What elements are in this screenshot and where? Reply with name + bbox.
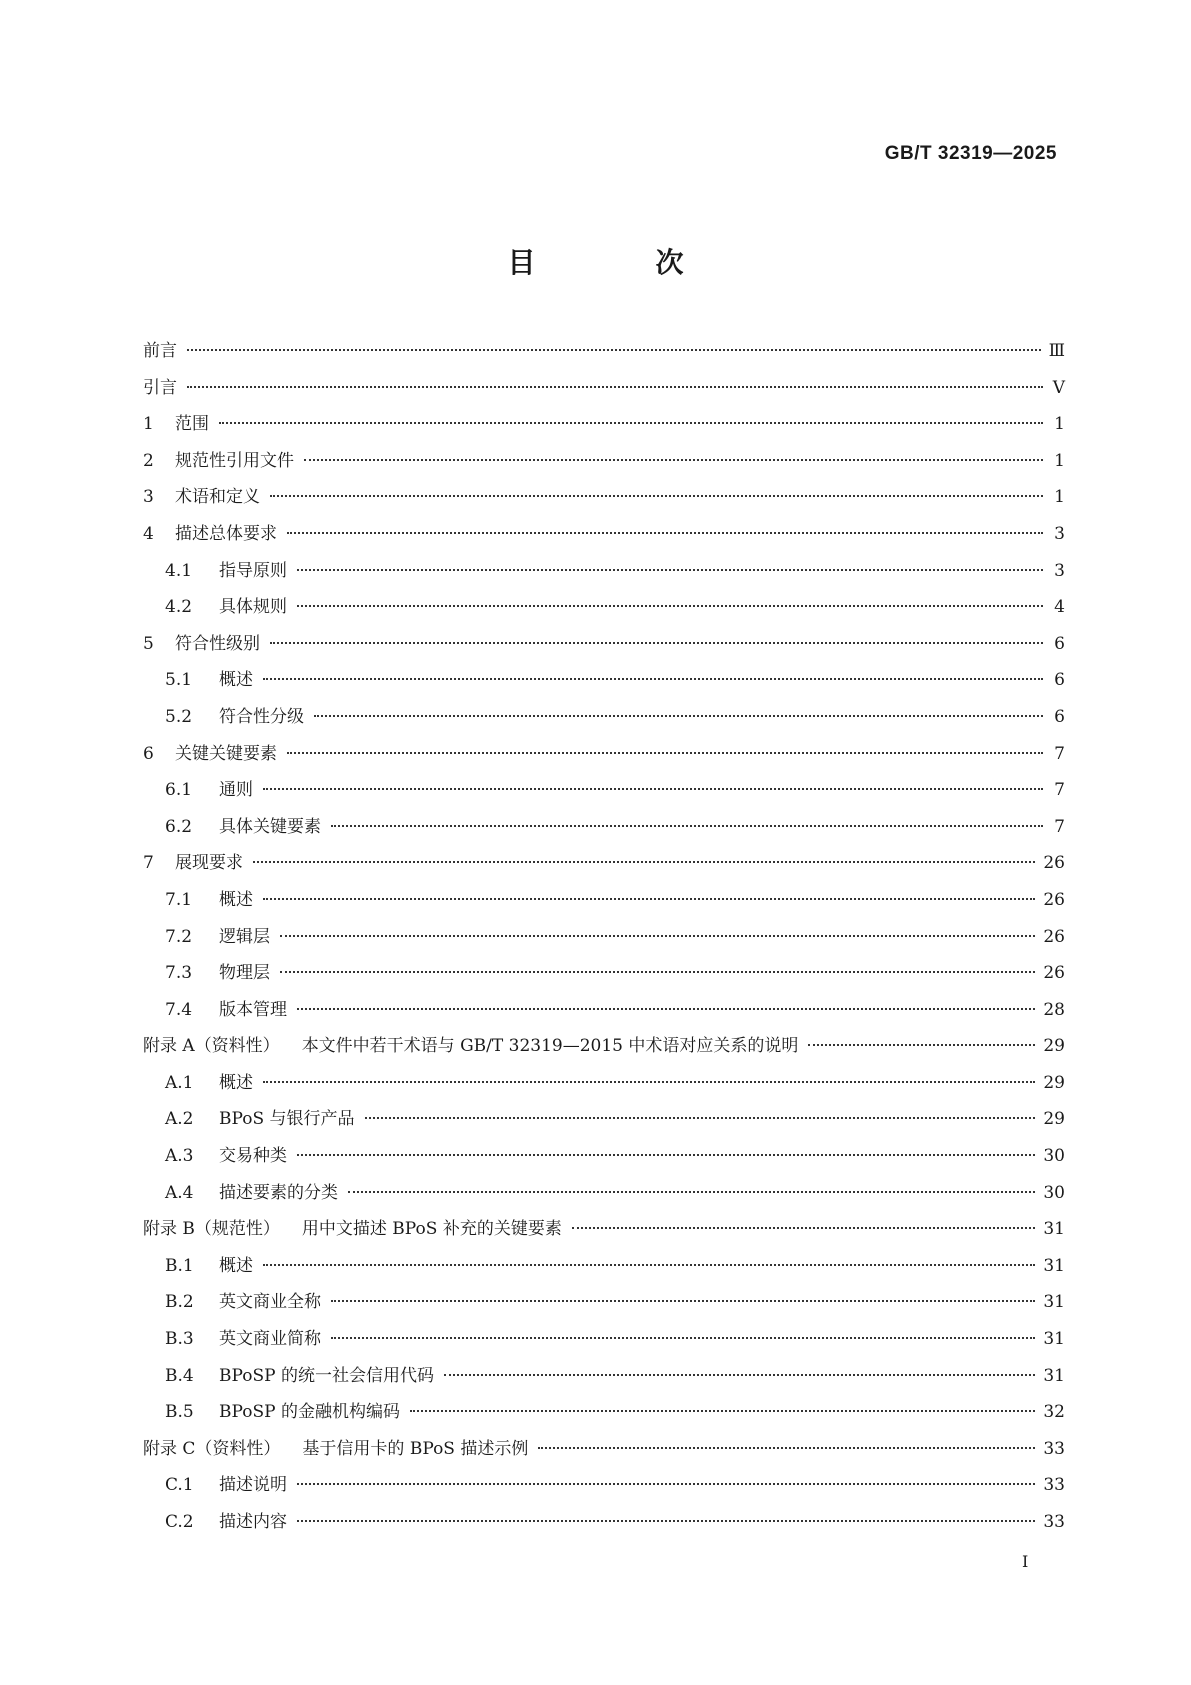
toc-entry-page: 6 bbox=[1054, 706, 1065, 727]
toc-entry-page: 29 bbox=[1043, 1036, 1065, 1057]
toc-entry-label: 规范性引用文件 bbox=[175, 450, 294, 471]
dot-leader bbox=[297, 569, 1043, 571]
dot-leader bbox=[187, 386, 1043, 388]
dot-leader bbox=[280, 935, 1035, 937]
toc-entry-number: B.2 bbox=[165, 1292, 194, 1313]
toc-entry-label: 逻辑层 bbox=[219, 926, 270, 947]
dot-leader bbox=[219, 422, 1043, 424]
toc-entry-c-1[interactable] bbox=[143, 1473, 1065, 1510]
toc-entry-appendix-b[interactable] bbox=[143, 1217, 1065, 1254]
toc-entry-page: 31 bbox=[1043, 1329, 1065, 1350]
toc-entry-4-2[interactable] bbox=[143, 595, 1065, 632]
toc-entry-page: 3 bbox=[1054, 523, 1065, 544]
toc-entry-category: （资料性） bbox=[194, 1036, 280, 1057]
standard-code: GB/T 32319—2025 bbox=[884, 143, 1057, 164]
dot-leader bbox=[297, 1520, 1035, 1522]
toc-entry-page: 32 bbox=[1043, 1402, 1065, 1423]
dot-leader bbox=[331, 1300, 1035, 1302]
toc-entry-5-1[interactable] bbox=[143, 668, 1065, 705]
dot-leader bbox=[287, 752, 1043, 754]
toc-entry-5[interactable] bbox=[143, 632, 1065, 669]
toc-entry-appendix-c[interactable] bbox=[143, 1437, 1065, 1474]
dot-leader bbox=[304, 459, 1043, 461]
toc-entry-page: 30 bbox=[1043, 1182, 1065, 1203]
toc-entry-appendix-a[interactable] bbox=[143, 1034, 1065, 1071]
toc-entry-page: 26 bbox=[1043, 853, 1065, 874]
toc-entry-number: 5 bbox=[143, 633, 154, 654]
toc-entry-label: 范围 bbox=[175, 414, 209, 435]
toc-entry-7-1[interactable] bbox=[143, 888, 1065, 925]
toc-entry-label: 符合性分级 bbox=[219, 706, 304, 727]
toc-entry-page: 26 bbox=[1043, 889, 1065, 910]
toc-entry-page: 7 bbox=[1054, 780, 1065, 801]
toc-entry-label: BPoSP 的统一社会信用代码 bbox=[219, 1365, 434, 1386]
toc-entry-page: 30 bbox=[1043, 1146, 1065, 1167]
toc-entry-number: B.4 bbox=[165, 1365, 194, 1386]
toc-entry-label: 英文商业全称 bbox=[219, 1292, 321, 1313]
toc-entry-number: B.1 bbox=[165, 1255, 194, 1276]
toc-entry-category: （资料性） bbox=[195, 1438, 281, 1459]
toc-entry-6[interactable] bbox=[143, 742, 1065, 779]
toc-entry-label: 物理层 bbox=[219, 963, 270, 984]
dot-leader bbox=[331, 1337, 1035, 1339]
dot-leader bbox=[263, 1081, 1035, 1083]
toc-entry-number: 5.2 bbox=[165, 706, 193, 727]
toc-entry-page: 6 bbox=[1054, 670, 1065, 691]
toc-entry-b-2[interactable] bbox=[143, 1290, 1065, 1327]
dot-leader bbox=[297, 605, 1043, 607]
toc-entry-b-4[interactable] bbox=[143, 1364, 1065, 1401]
toc-entry-number: 附录 A bbox=[143, 1036, 195, 1057]
dot-leader bbox=[444, 1374, 1035, 1376]
toc-entry-label: 概述 bbox=[219, 670, 253, 691]
toc-entry-number: 4.1 bbox=[165, 560, 193, 581]
dot-leader bbox=[263, 788, 1043, 790]
toc-entry-number: A.1 bbox=[165, 1072, 194, 1093]
toc-entry-page: 31 bbox=[1043, 1219, 1065, 1240]
toc-entry-number: 3 bbox=[143, 487, 154, 508]
toc-entry-introduction[interactable] bbox=[143, 376, 1065, 413]
toc-entry-number: 1 bbox=[143, 414, 154, 435]
toc-entry-number: A.4 bbox=[165, 1182, 194, 1203]
toc-entry-4[interactable] bbox=[143, 522, 1065, 559]
toc-entry-page: 33 bbox=[1043, 1512, 1065, 1532]
toc-entry-a-1[interactable] bbox=[143, 1071, 1065, 1108]
toc-entry-label: 概述 bbox=[219, 1072, 253, 1093]
toc-entry-b-3[interactable] bbox=[143, 1327, 1065, 1364]
toc-entry-number: 附录 C bbox=[143, 1438, 196, 1459]
toc-entry-number: 2 bbox=[143, 450, 154, 471]
dot-leader bbox=[270, 642, 1043, 644]
toc-entry-number: C.1 bbox=[165, 1475, 194, 1496]
toc-entry-page: 1 bbox=[1054, 450, 1065, 471]
toc-entry-page: 7 bbox=[1054, 743, 1065, 764]
toc-entry-number: A.2 bbox=[165, 1109, 194, 1130]
dot-leader bbox=[270, 495, 1043, 497]
toc-entry-c-2[interactable] bbox=[143, 1510, 1065, 1547]
dot-leader bbox=[410, 1410, 1035, 1412]
toc-entry-3[interactable] bbox=[143, 485, 1065, 522]
toc-entry-1[interactable] bbox=[143, 412, 1065, 449]
toc-entry-number: B.3 bbox=[165, 1329, 194, 1350]
dot-leader bbox=[297, 1154, 1035, 1156]
dot-leader bbox=[253, 861, 1035, 863]
toc-entry-page: 33 bbox=[1043, 1475, 1065, 1496]
table-of-contents bbox=[143, 339, 1065, 1547]
dot-leader bbox=[297, 1008, 1035, 1010]
toc-entry-number: 6 bbox=[143, 743, 154, 764]
toc-entry-label: 本文件中若干术语与 GB/T 32319—2015 中术语对应关系的说明 bbox=[301, 1036, 799, 1057]
toc-entry-7-2[interactable] bbox=[143, 925, 1065, 962]
toc-entry-number: C.2 bbox=[165, 1512, 194, 1532]
toc-entry-page: 1 bbox=[1054, 487, 1065, 508]
toc-entry-number: 7 bbox=[143, 853, 154, 874]
toc-entry-label: 交易种类 bbox=[219, 1146, 287, 1167]
toc-entry-label: 版本管理 bbox=[219, 999, 287, 1020]
toc-entry-label: 概述 bbox=[219, 1255, 253, 1276]
toc-entry-number: 5.1 bbox=[165, 670, 193, 691]
toc-entry-page: 1 bbox=[1054, 414, 1065, 435]
toc-entry-6-1[interactable] bbox=[143, 778, 1065, 815]
dot-leader bbox=[280, 971, 1035, 973]
toc-entry-label: 概述 bbox=[219, 889, 253, 910]
toc-entry-label: 引言 bbox=[143, 377, 177, 398]
toc-entry-page: Ⅴ bbox=[1052, 377, 1065, 398]
page-number: I bbox=[1022, 1552, 1029, 1571]
toc-entry-page: 31 bbox=[1043, 1365, 1065, 1386]
toc-entry-label: 描述要素的分类 bbox=[219, 1182, 338, 1203]
toc-entry-page: 3 bbox=[1054, 560, 1065, 581]
dot-leader bbox=[572, 1227, 1036, 1229]
dot-leader bbox=[287, 532, 1043, 534]
toc-entry-page: 6 bbox=[1054, 633, 1065, 654]
toc-entry-label: 展现要求 bbox=[175, 853, 243, 874]
toc-entry-page: 31 bbox=[1043, 1292, 1065, 1313]
toc-entry-7-4[interactable] bbox=[143, 998, 1065, 1035]
toc-entry-label: 符合性级别 bbox=[175, 633, 260, 654]
dot-leader bbox=[263, 1264, 1035, 1266]
toc-entry-number: 7.1 bbox=[165, 889, 193, 910]
toc-entry-number: B.5 bbox=[165, 1402, 194, 1423]
toc-entry-5-2[interactable] bbox=[143, 705, 1065, 742]
toc-entry-a-2[interactable] bbox=[143, 1107, 1065, 1144]
dot-leader bbox=[365, 1117, 1036, 1119]
toc-entry-page: 26 bbox=[1043, 926, 1065, 947]
toc-entry-number: 6.1 bbox=[165, 780, 193, 801]
toc-entry-label: 用中文描述 BPoS 补充的关键要素 bbox=[301, 1219, 562, 1240]
toc-entry-a-4[interactable] bbox=[143, 1181, 1065, 1218]
toc-entry-label: 基于信用卡的 BPoS 描述示例 bbox=[302, 1438, 529, 1459]
dot-leader bbox=[187, 349, 1041, 351]
toc-entry-number: 4.2 bbox=[165, 597, 193, 618]
toc-entry-page: Ⅲ bbox=[1048, 341, 1065, 361]
toc-entry-page: 29 bbox=[1043, 1109, 1065, 1130]
dot-leader bbox=[348, 1191, 1035, 1193]
toc-entry-page: 33 bbox=[1043, 1438, 1065, 1459]
toc-entry-label: 具体规则 bbox=[219, 597, 287, 618]
toc-entry-6-2[interactable] bbox=[143, 815, 1065, 852]
toc-entry-a-3[interactable] bbox=[143, 1144, 1065, 1181]
toc-entry-page: 7 bbox=[1054, 816, 1065, 837]
toc-entry-label: 术语和定义 bbox=[175, 487, 260, 508]
toc-entry-label: 描述说明 bbox=[219, 1475, 287, 1496]
toc-entry-label: BPoSP 的金融机构编码 bbox=[219, 1402, 400, 1423]
toc-entry-label: 指导原则 bbox=[219, 560, 287, 581]
toc-entry-b-1[interactable] bbox=[143, 1254, 1065, 1291]
dot-leader bbox=[263, 678, 1043, 680]
dot-leader bbox=[808, 1044, 1035, 1046]
toc-entry-page: 26 bbox=[1043, 963, 1065, 984]
dot-leader bbox=[331, 825, 1043, 827]
toc-entry-7[interactable] bbox=[143, 851, 1065, 888]
toc-entry-number: A.3 bbox=[165, 1146, 194, 1167]
toc-entry-label: 通则 bbox=[219, 780, 253, 801]
dot-leader bbox=[538, 1447, 1035, 1449]
toc-entry-number: 7.4 bbox=[165, 999, 193, 1020]
toc-entry-4-1[interactable] bbox=[143, 559, 1065, 596]
toc-entry-2[interactable] bbox=[143, 449, 1065, 486]
toc-entry-label: 前言 bbox=[143, 341, 177, 361]
toc-entry-category: （规范性） bbox=[194, 1219, 280, 1240]
toc-entry-b-5[interactable] bbox=[143, 1400, 1065, 1437]
dot-leader bbox=[297, 1483, 1035, 1485]
toc-entry-number: 附录 B bbox=[143, 1219, 195, 1240]
toc-entry-page: 28 bbox=[1043, 999, 1065, 1020]
toc-entry-foreword[interactable] bbox=[143, 339, 1065, 376]
toc-entry-number: 6.2 bbox=[165, 816, 193, 837]
dot-leader bbox=[314, 715, 1043, 717]
toc-entry-number: 7.3 bbox=[165, 963, 193, 984]
toc-entry-page: 4 bbox=[1054, 597, 1065, 618]
toc-entry-page: 29 bbox=[1043, 1072, 1065, 1093]
toc-entry-label: 描述内容 bbox=[219, 1512, 287, 1532]
toc-entry-label: 关键关键要素 bbox=[175, 743, 277, 764]
toc-entry-label: BPoS 与银行产品 bbox=[219, 1109, 355, 1130]
toc-entry-7-3[interactable] bbox=[143, 961, 1065, 998]
toc-entry-label: 英文商业简称 bbox=[219, 1329, 321, 1350]
toc-entry-number: 7.2 bbox=[165, 926, 193, 947]
toc-entry-label: 描述总体要求 bbox=[175, 523, 277, 544]
toc-title: 目 次 bbox=[507, 246, 730, 279]
toc-entry-number: 4 bbox=[143, 523, 154, 544]
toc-entry-page: 31 bbox=[1043, 1255, 1065, 1276]
toc-entry-label: 具体关键要素 bbox=[219, 816, 321, 837]
dot-leader bbox=[263, 898, 1035, 900]
